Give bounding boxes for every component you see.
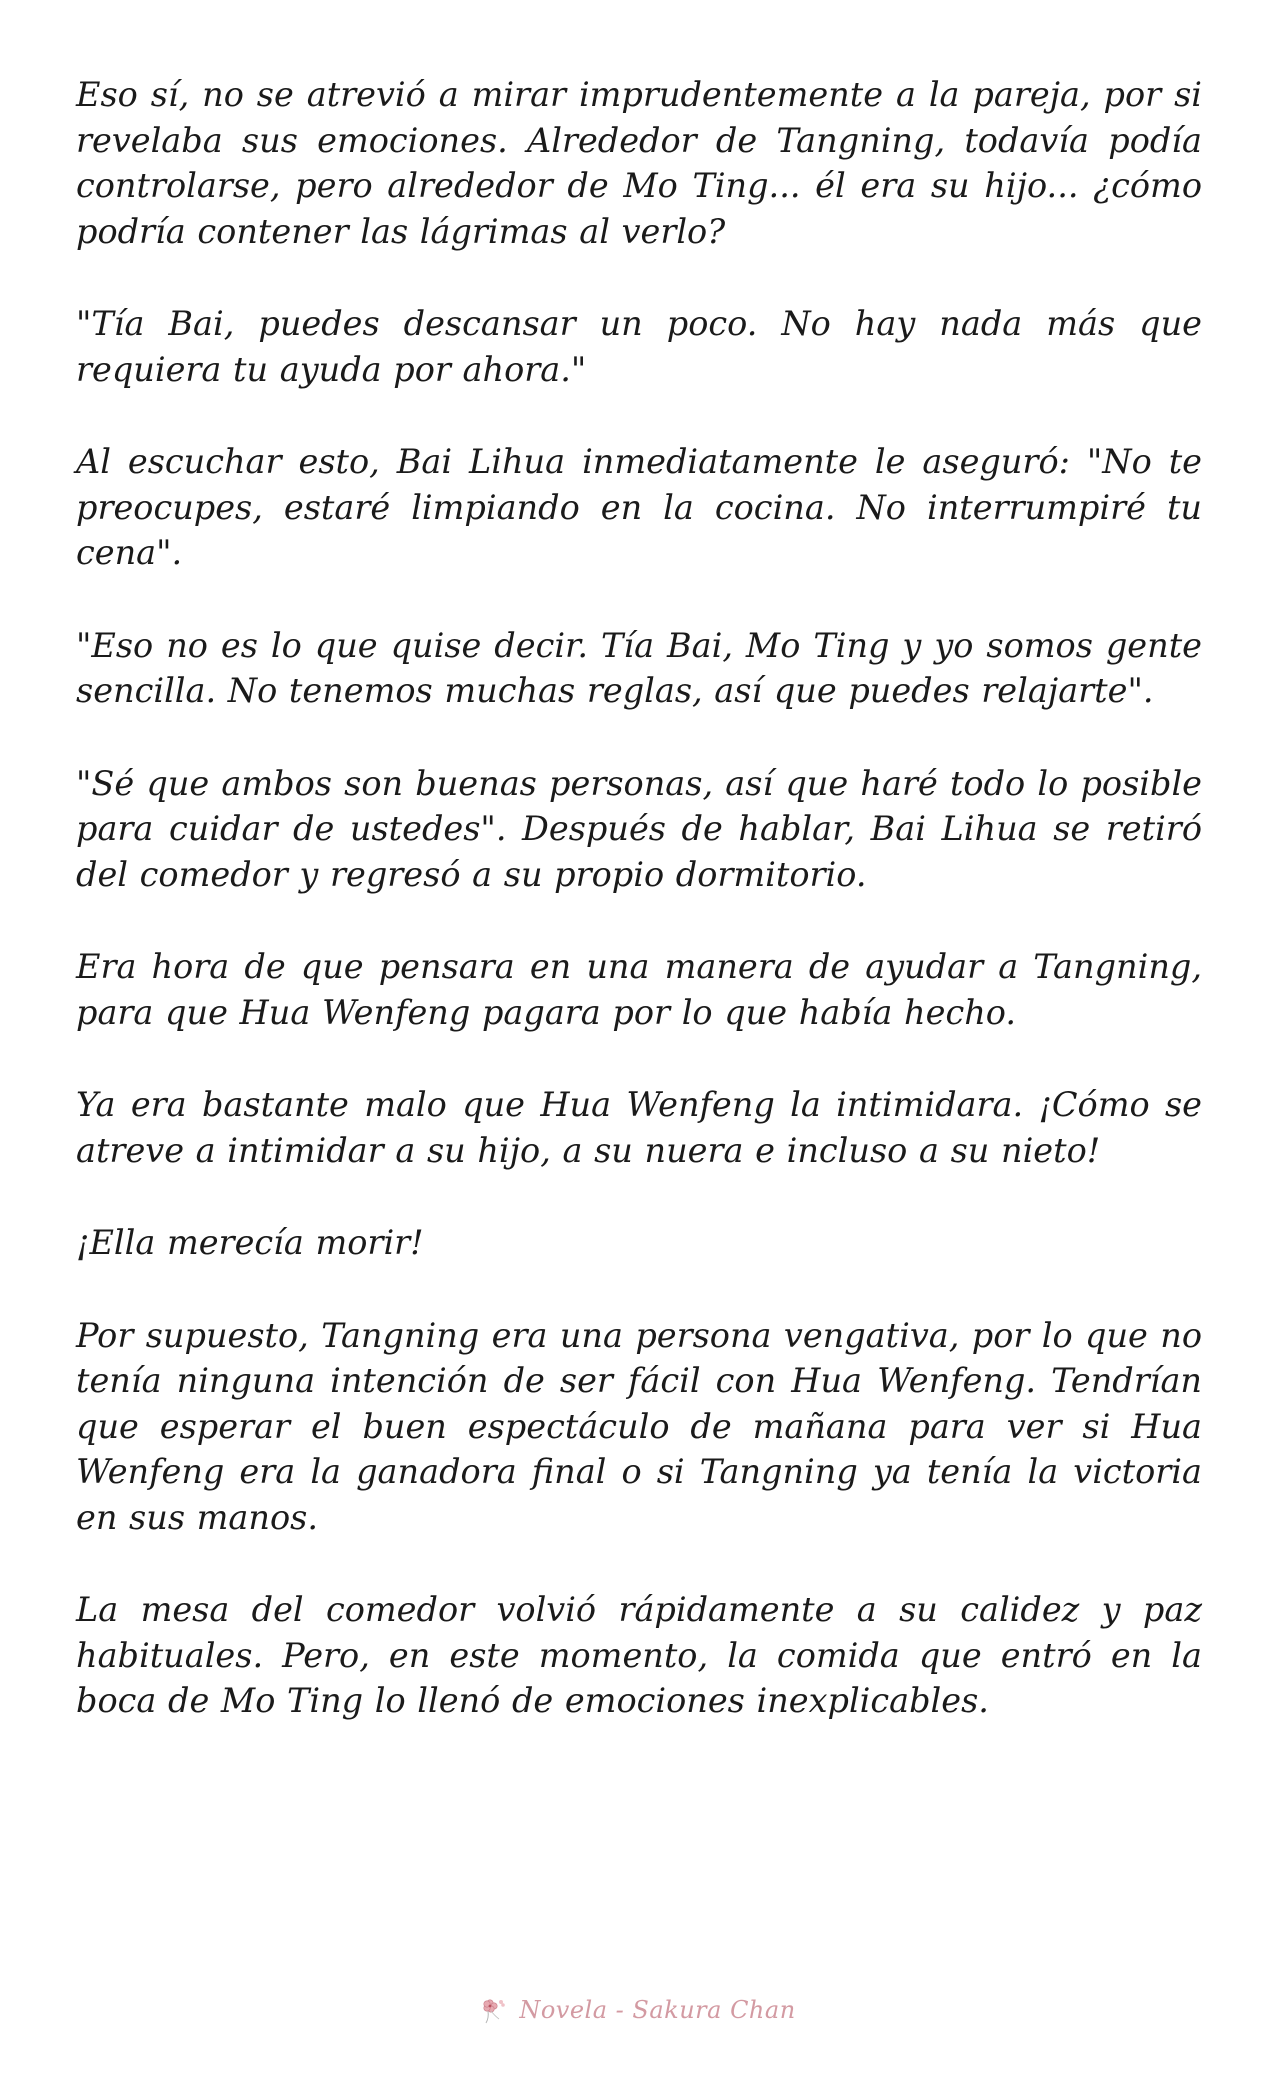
sakura-flower-icon: [479, 1994, 511, 2026]
paragraph-6: Era hora de que pensara en una manera de ayudar a Tangning, para que Hua Wenfeng pagara por lo que había hecho.: [76, 947, 1202, 1032]
paragraph-10: La mesa del comedor volvió rápidamente a su calidez y paz habituales. Pero, en este momento, la comida que entró en la boca de Mo Ting lo llenó de emociones inexplicables.: [76, 1590, 1202, 1720]
footer-text: Novela - Sakura Chan: [519, 1996, 796, 2024]
paragraph-9: Por supuesto, Tangning era una persona vengativa, por lo que no tenía ninguna intención de ser fácil con Hua Wenfeng. Tendrían que esperar el buen espectáculo de mañana para ver si Hua Wenfeng era la ganadora final o si Tangning ya tenía la victoria en sus manos.: [76, 1315, 1202, 1537]
paragraph-1: Eso sí, no se atrevió a mirar imprudentemente a la pareja, por si revelaba sus emociones. Alrededor de Tangning, todavía podía controlarse, pero alrededor de Mo Ting... él era su hijo... ¿cómo podría contener las lágrimas al verlo?: [76, 75, 1202, 251]
paragraph-7: Ya era bastante malo que Hua Wenfeng la intimidara. ¡Cómo se atreve a intimidar a su hijo, a su nuera e incluso a su nieto!: [76, 1085, 1202, 1170]
paragraph-8: ¡Ella merecía morir!: [76, 1223, 424, 1262]
paragraph-2: "Tía Bai, puedes descansar un poco. No hay nada más que requiera tu ayuda por ahora.": [76, 304, 1202, 389]
footer-watermark: [0, 1994, 1275, 2026]
paragraph-4: "Eso no es lo que quise decir. Tía Bai, Mo Ting y yo somos gente sencilla. No tenemos muchas reglas, así que puedes relajarte".: [76, 625, 1202, 710]
paragraph-5: "Sé que ambos son buenas personas, así que haré todo lo posible para cuidar de ustedes". Después de hablar, Bai Lihua se retiró del comedor y regresó a su propio dormitorio.: [76, 763, 1202, 894]
document-body: [76, 72, 1202, 1771]
paragraph-3: Al escuchar esto, Bai Lihua inmediatamente le aseguró: "No te preocupes, estaré limpiando en la cocina. No interrumpiré tu cena".: [76, 442, 1202, 572]
